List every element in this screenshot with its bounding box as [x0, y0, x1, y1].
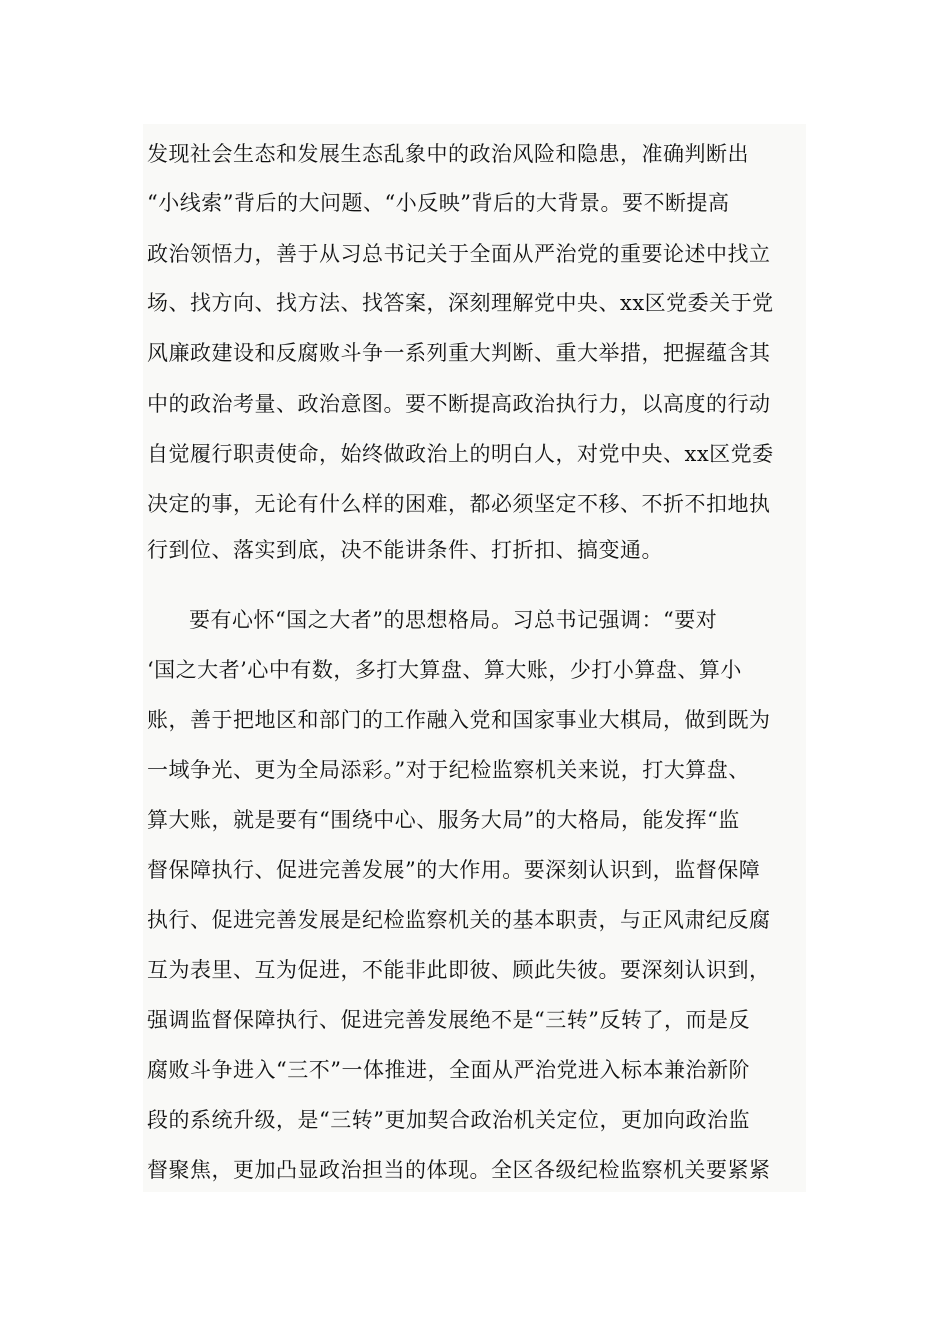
paragraph-1-line: 发现社会生态和发展生态乱象中的政治风险和隐患，准确判断出 — [147, 142, 749, 166]
paragraph-1-line: 中的政治考量、政治意图。要不断提高政治执行力，以高度的行动 — [147, 392, 771, 416]
paragraph-1-line: 自觉履行职责使命，始终做政治上的明白人，对党中央、xx区党委 — [147, 442, 774, 466]
paragraph-2-line: 账，善于把地区和部门的工作融入党和国家事业大棋局，做到既为 — [147, 708, 771, 732]
paragraph-2-line: ‘国之大者’心中有数，多打大算盘、算大账，少打小算盘、算小 — [147, 658, 742, 682]
document-text-block — [143, 124, 806, 1192]
paragraph-2-line: 督保障执行、促进完善发展”的大作用。要深刻认识到，监督保障 — [147, 858, 761, 882]
paragraph-1-line: 政治领悟力，善于从习总书记关于全面从严治党的重要论述中找立 — [147, 242, 771, 266]
paragraph-2-line: 段的系统升级，是“三转”更加契合政治机关定位，更加向政治监 — [147, 1108, 750, 1132]
paragraph-1-line: 决定的事，无论有什么样的困难，都必须坚定不移、不折不扣地执 — [147, 492, 771, 516]
paragraph-1-line: “小线索”背后的大问题、“小反映”背后的大背景。要不断提高 — [147, 191, 730, 215]
paragraph-1-line: 风廉政建设和反腐败斗争一系列重大判断、重大举措，把握蕴含其 — [147, 341, 771, 365]
paragraph-1-line: 行到位、落实到底，决不能讲条件、打折扣、搞变通。 — [147, 538, 663, 562]
paragraph-2-line: 腐败斗争进入“三不”一体推进，全面从严治党进入标本兼治新阶 — [147, 1058, 750, 1082]
paragraph-2-line: 一域争光、更为全局添彩。”对于纪检监察机关来说，打大算盘、 — [147, 758, 750, 782]
paragraph-2-line: 算大账，就是要有“围绕中心、服务大局”的大格局，能发挥“监 — [147, 808, 740, 832]
paragraph-1-line: 场、找方向、找方法、找答案，深刻理解党中央、xx区党委关于党 — [147, 291, 774, 315]
paragraph-2-line: 督聚焦，更加凸显政治担当的体现。全区各级纪检监察机关要紧紧 — [147, 1158, 771, 1182]
paragraph-2-line: 要有心怀“国之大者”的思想格局。习总书记强调：“要对 — [189, 608, 718, 632]
paragraph-2-line: 强调监督保障执行、促进完善发展绝不是“三转”反转了，而是反 — [147, 1008, 750, 1032]
paragraph-2-line: 执行、促进完善发展是纪检监察机关的基本职责，与正风肃纪反腐 — [147, 908, 771, 932]
paragraph-2-line: 互为表里、互为促进，不能非此即彼、顾此失彼。要深刻认识到， — [147, 958, 771, 982]
